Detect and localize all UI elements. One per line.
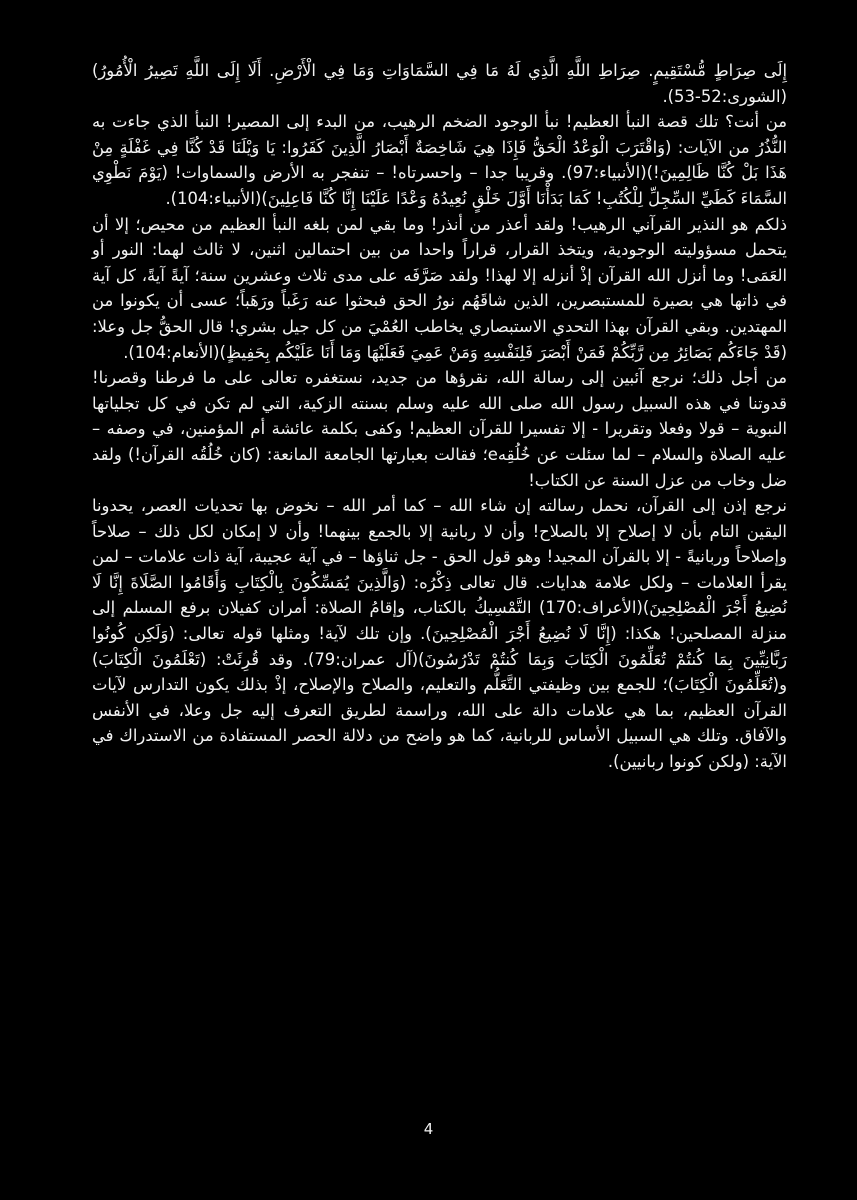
page-number: 4 <box>423 1120 434 1138</box>
paragraph: إِلَى صِرَاطٍ مُّسْتَقِيمٍ. صِرَاطِ اللَّهِ الَّذِي لَهُ مَا فِي السَّمَاوَاتِ وَمَا فِي الْأَرْضِ. أَلَا إِلَى اللَّهِ تَصِيرُ الْأُمُورُ)(الشورى:52-53). <box>92 61 787 106</box>
paragraph: ذلكم هو النذير القرآني الرهيب! ولقد أعذر من أنذر! وما بقي لمن بلغه النبأ العظيم من محيص؛ إلا أن يتحمل مسؤوليته الوجودية، ويتخذ القرار، قراراً واحدا من بين احتمالين اثنين، لا ثالث لهما: النور أو العَمَى! وما أنزل الله القرآن إذْ أنزله إلا لهذا! ولقد صَرَّفَه على مدى ثلاث وعشرين سنة؛ آيةً آيةً، كل آية في ذاتها هي بصيرة للمستبصرين، الذين شاقَهُم نورُ الحق فبحثوا عنه رَغَباً ورَهَباً؛ عسى أن يكونوا من المهتدين. وبقي القرآن بهذا التحدي الاستبصاري يخاطب العُمْيَ من كل جيل بشري! قال الحقُّ جل وعلا: (قَدْ جَاءَكُم بَصَائِرُ مِن رَّبِّكُمْ فَمَنْ أَبْصَرَ فَلِنَفْسِهِ وَمَنْ عَمِيَ فَعَلَيْهَا وَمَا أَنَا عَلَيْكُم بِحَفِيظٍ)(الأنعام:104). <box>92 214 787 362</box>
paragraph: نرجع إذن إلى القرآن، نحمل رسالته إن شاء الله – كما أمر الله – نخوض بها تحديات العصر، يحدونا اليقين التام بأن لا إصلاح إلا بالصلاح! وأن لا ربانية إلا بالجمع بينهما! وأن لا إمكان لكل ذلك – صلاحاً وإصلاحاً وربانيةً - إلا بالقرآن المجيد! وهو قول الحق - جل ثناؤها – في آية عجيبة، آية ذات علامات – لمن يقرأ العلامات – ولكل علامة هدايات. قال تعالى ذِكْرُه: (وَالَّذِينَ يُمَسِّكُونَ بِالْكِتَابِ وَأَقَامُوا الصَّلَاةَ إِنَّا لَا نُضِيعُ أَجْرَ الْمُصْلِحِينَ)(الأعراف:170) التَّمْسِيكُ بالكتاب، وإقامُ الصلاة: أمران كفيلان برفع المسلم إلى منزلة المصلحين! هكذا: (إِنَّا لَا نُضِيعُ أَجْرَ الْمُصْلِحِينَ). وإن تلك لآية! ومثلها قوله تعالى: (وَلَكِن كُونُوا رَبَّانِيِّينَ بِمَا كُنتُمْ تُعَلِّمُونَ الْكِتَابَ وَبِمَا كُنتُمْ تَدْرُسُونَ)(آل عمران:79). وقد قُرِئَتْ: (تَعْلَمُونَ الْكِتَابَ) و(تُعَلِّمُونَ الْكِتَابَ)؛ للجمع بين وظيفتي التَّعَلُّم والتعليم، والصلاح والإصلاح، إذْ بذلك يكون التدارس لآيات القرآن العظيم، بما هي علامات دالة على الله، وراسمة لطريق التعرف إليه جل وعلا، في الأنفس والآفاق. وتلك هي السبيل الأساس للربانية، كما هو واضح من دلالة الحصر المستفادة من الاستدراك في الآية: (ولكن كونوا ربانيين). <box>92 496 788 772</box>
paragraph: من أنت؟ تلك قصة النبأ العظيم! نبأ الوجود الضخم الرهيب، من البدء إلى المصير! النبأ الذي جاءت به النُّذُرُ من الآيات: (وَاقْتَرَبَ الْوَعْدُ الْحَقُّ فَإِذَا هِيَ شَاخِصَةٌ أَبْصَارُ الَّذِينَ كَفَرُوا: يَا وَيْلَنَا قَدْ كُنَّا فِي غَفْلَةٍ مِنْ هَذَا بَلْ كُنَّا ظَالِمِينَ!)(الأنبياء:97). وقريبا جدا – واحسرتاه! – تنفجر به الأرض والسماوات! (يَوْمَ نَطْوِي السَّمَاءَ كَطَيِّ السِّجِلِّ لِلْكُتُبِ! كَمَا بَدَأْنَا أَوَّلَ خَلْقٍ نُعِيدُهُ وَعْدًا عَلَيْنَا إِنَّا كُنَّا فَاعِلِينَ)(الأنبياء:104). <box>92 112 787 208</box>
text-body <box>92 58 787 775</box>
paragraph: من أجل ذلك؛ نرجع آئبين إلى رسالة الله، نقرؤها من جديد، نستغفره تعالى على ما فرطنا وقصرنا! قدوتنا في هذه السبيل رسول الله صلى الله عليه وسلم بسنته الزكية، التي لم تكن في كل تجلياتها النبوية – قولا وفعلا وتقريرا - إلا تفسيرا للقرآن العظيم! وكفى بكلمة عائشة أم المؤمنين، في وصفه – عليه الصلاة والسلام – لما سئلت عن خُلُقِهe؛ فقالت بعبارتها الجامعة المانعة: (كان خُلُقُه القرآن!) ولقد ضل وخاب من عزل السنة عن الكتاب! <box>92 368 787 490</box>
